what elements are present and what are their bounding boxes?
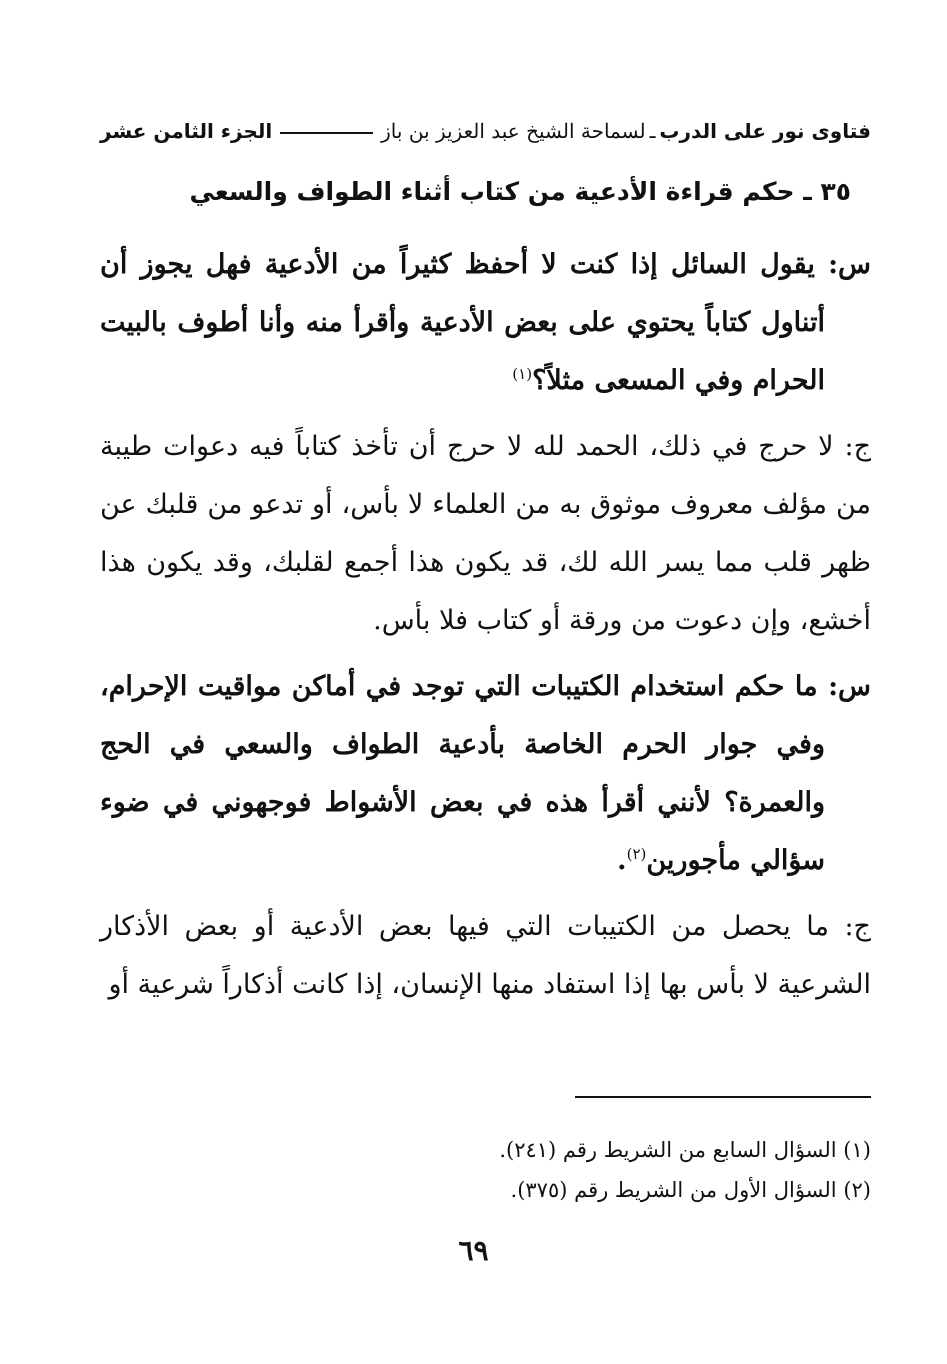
header-rule (280, 132, 373, 134)
footnote-item: (٢) السؤال الأول من الشريط رقم (٣٧٥). (510, 1178, 871, 1202)
header-book-title: فتاوى نور على الدرب (659, 119, 871, 143)
question-text: ما حكم استخدام الكتيبات التي توجد في أماكن مواقيت الإحرام، وفي جوار الحرم الخاصة بأدعية الطواف والسعي في الحج والعمرة؟ لأنني أقرأ هذه في بعض الأشواط فوجهوني في ضوء سؤالي مأجورين (100, 671, 825, 876)
answer-text: ما يحصل من الكتيبات التي فيها بعض الأدعية أو بعض الأذكار الشرعية لا بأس بها إذا استفاد منها الإنسان، إذا كانت أذكاراً شرعية أو (100, 911, 871, 1000)
header-author: لسماحة الشيخ عبد العزيز بن باز (381, 119, 646, 143)
question-text-block (100, 236, 871, 410)
running-header (100, 112, 871, 150)
answer-paragraph (100, 898, 871, 1014)
question-text-block (100, 658, 871, 890)
footnote-item: (١) السؤال السابع من الشريط رقم (٢٤١). (499, 1138, 871, 1162)
question-paragraph (100, 236, 871, 410)
footnote-divider (575, 1096, 871, 1098)
page-number: ٦٩ (458, 1234, 489, 1267)
question-end-punctuation: . (617, 845, 627, 876)
header-separator: ـ (649, 119, 656, 143)
answer-text: لا حرج في ذلك، الحمد لله لا حرج أن تأخذ كتاباً فيه دعوات طيبة من مؤلف معروف موثوق به من العلماء لا بأس، أو تدعو من قلبك عن ظهر قلب مما يسر الله لك، قد يكون هذا أجمع لقلبك، وقد يكون هذا أخشع، وإن دعوت من ورقة أو كتاب فلا بأس. (100, 431, 871, 636)
answer-label: ج: (844, 431, 871, 462)
chapter-title: ٣٥ ـ حكم قراءة الأدعية من كتاب أثناء الطواف والسعي (189, 177, 851, 206)
answer-label: ج: (844, 911, 871, 942)
question-label: س: (828, 249, 871, 280)
footnotes (100, 1130, 871, 1210)
footnote-reference[interactable]: (١) (512, 365, 533, 383)
header-part: الجزء الثامن عشر (100, 119, 273, 143)
answer-paragraph (100, 418, 871, 650)
question-text: يقول السائل إذا كنت لا أحفظ كثيراً من الأدعية فهل يجوز أن أتناول كتاباً يحتوي على بعض الأدعية وأقرأ منه وأنا أطوف بالبيت الحرام وفي المسعى مثلاً؟ (100, 249, 825, 396)
footnote-reference[interactable]: (٢) (626, 845, 647, 863)
question-paragraph (100, 658, 871, 890)
question-label: س: (828, 671, 871, 702)
page-content (100, 236, 871, 1022)
